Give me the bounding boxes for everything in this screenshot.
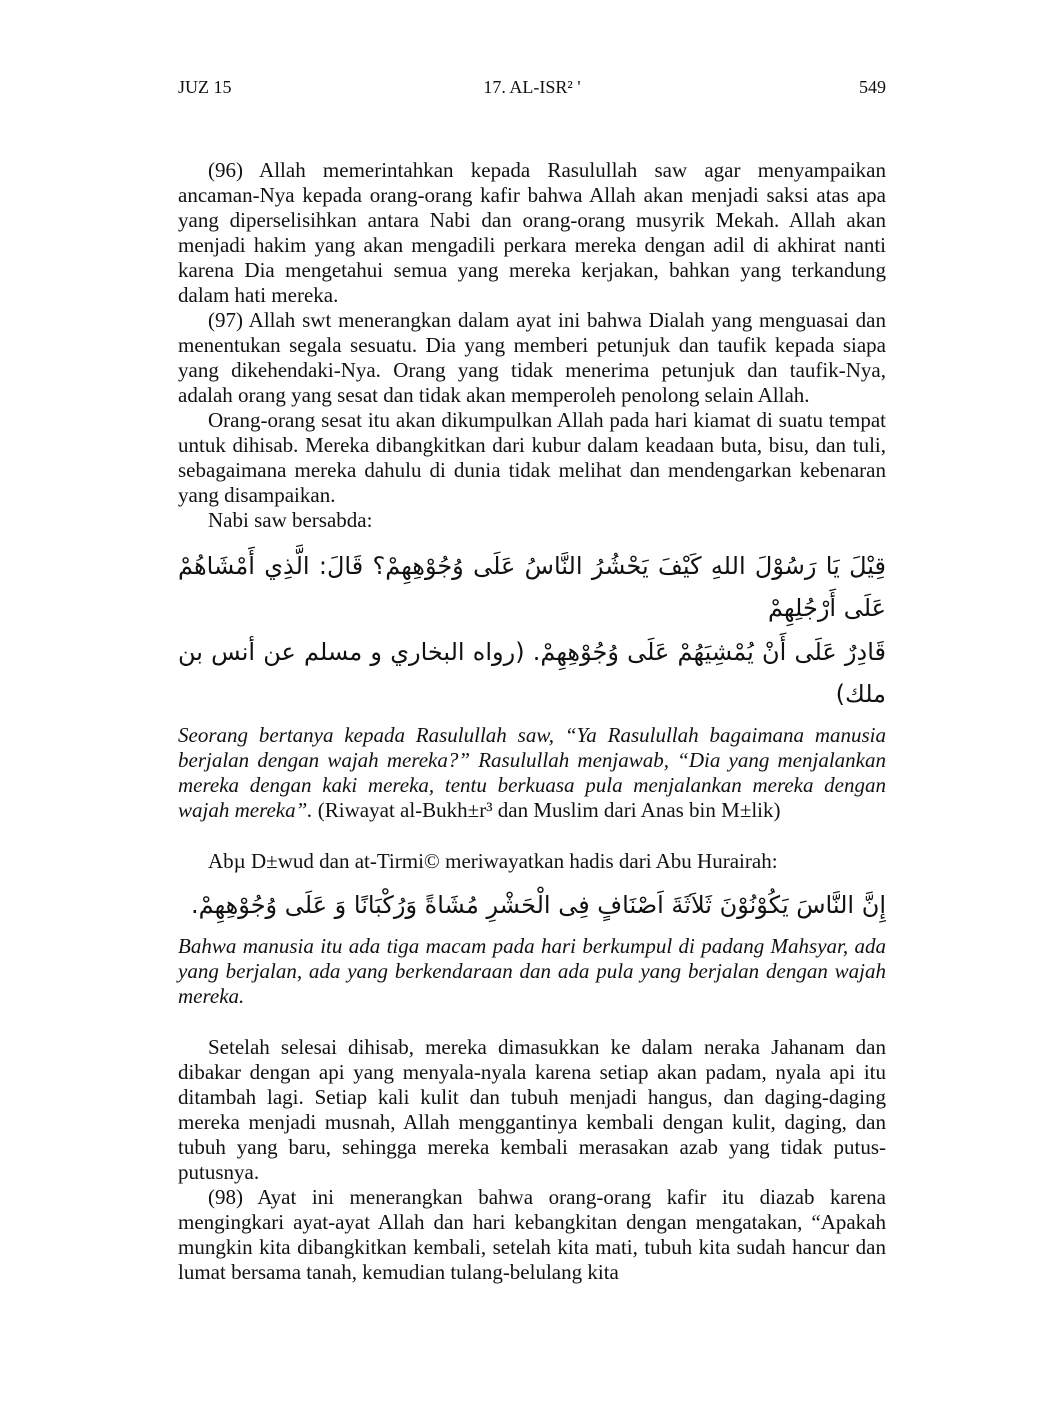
page-body [178,158,886,1285]
paragraph-98: (98) Ayat ini menerangkan bahwa orang-orang kafir itu diazab karena mengingkari ayat-ayat Allah dan hari kebangkitan dengan mengatakan, “Apakah mungkin kita dibangkitkan kembali, setelah kita mati, tubuh kita sudah hancur dan lumat bersama tanah, kemudian tulang-belulang kita [178,1185,886,1284]
paragraph-97-continued: Orang-orang sesat itu akan dikumpulkan Allah pada hari kiamat di suatu tempat untuk dihisab. Mereka dibangkitkan dari kubur dalam keadaan buta, bisu, dan tuli, sebagaimana mereka dahulu di dunia tidak melihat dan mendengarkan kebenaran yang disampaikan. [178,408,886,507]
arabic-hadith-2: إِنَّ النَّاسَ يَكُوْنُوْنَ ثَلاَثَةَ اَصْنَافٍ فِى الْحَشْرِ مُشَاةً وَرُكْبَانًا وَ عَلَى وُجُوْهِهِمْ. [190,891,886,919]
arabic-hadith-line-2: قَادِرٌ عَلَى أَنْ يُمْشِيَهُمْ عَلَى وُجُوْهِهِمْ. (رواه البخاري و مسلم عن أنس بن ملك) [178,638,886,708]
hadith-translation-1 [178,723,886,823]
running-header [178,74,886,100]
paragraph-97: (97) Allah swt menerangkan dalam ayat ini bahwa Dialah yang menguasai dan menentukan segala sesuatu. Dia yang memberi petunjuk dan taufik kepada siapa yang dikehendaki-Nya. Orang yang tidak menerima petunjuk dan taufik-Nya, adalah orang yang sesat dan tidak akan memperoleh penolong selain Allah. [178,308,886,407]
paragraph-setelah: Setelah selesai dihisab, mereka dimasukkan ke dalam neraka Jahanam dan dibakar dengan api yang menyala-nyala karena setiap akan padam, nyala api itu ditambah lagi. Setiap kali kulit dan tubuh menjadi hangus, dan daging-daging mereka menjadi musnah, Allah menggantinya kembali dengan kulit, daging, dan tubuh yang baru, sehingga mereka kembali merasakan azab yang tidak putus-putusnya. [178,1035,886,1184]
hadith-intro: Nabi saw bersabda: [208,508,373,532]
translation-italic: Seorang bertanya kepada Rasulullah saw, “Ya Rasulullah bagaimana manusia berjalan dengan wajah mereka?” Rasulullah menjawab, “Dia yang menjalankan mereka dengan kaki mereka, tentu berkuasa pula menjalankan mereka dengan wajah mereka”. [178,723,886,822]
translation-source: (Riwayat al-Bukh±r³ dan Muslim dari Anas bin M±lik) [312,798,781,822]
juz-label: JUZ 15 [178,77,232,97]
page-number: 549 [859,77,886,97]
paragraph-96: (96) Allah memerintahkan kepada Rasulullah saw agar menyampaikan ancaman-Nya kepada orang-orang kafir bahwa Allah akan menjadi saksi atas apa yang diperselisihkan antara Nabi dan orang-orang musyrik Mekah. Allah akan menjadi hakim yang akan mengadili perkara mereka dengan adil di akhirat nanti karena Dia mengetahui semua yang mereka kerjakan, bahkan yang terkandung dalam hati mereka. [178,158,886,307]
hadith-translation-2: Bahwa manusia itu ada tiga macam pada hari berkumpul di padang Mahsyar, ada yang berjalan, ada yang berkendaraan dan ada pula yang berjalan dengan wajah mereka. [178,934,886,1008]
arabic-hadith-line-1: قِيْلَ يَا رَسُوْلَ اللهِ كَيْفَ يَحْشُرُ النَّاسُ عَلَى وُجُوْهِهِمْ؟ قَالَ: الَّذِي أَمْشَاهُمْ عَلَى أَرْجُلِهِمْ [178,552,886,622]
surah-title: 17. AL-ISR² ' [483,77,581,97]
abu-dawud-intro: Abµ D±wud dan at-Tirmi© meriwayatkan hadis dari Abu Hurairah: [208,849,778,873]
